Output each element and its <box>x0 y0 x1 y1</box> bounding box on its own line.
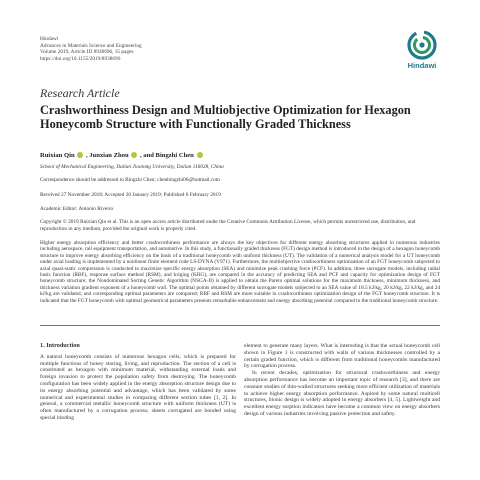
copyright-notice: Copyright © 2019 Ruixian Qin et al. This is an open access article distributed under the Creative Commons Attribution License, which permits unrestricted use, distribution, and reproduction in any medium, provided the original work is properly cited. <box>40 219 416 232</box>
academic-editor: Academic Editor: Antonio Riveiro <box>40 206 114 212</box>
intro-paragraph: element to generate many layers. What is interesting is that the actual honeycomb cell shown in Figure 1 is constructed with walls of various thicknesses controlled by a certain graded function, which is different from traditional honeycombs manufactured by corrugation process. <box>244 343 440 370</box>
orcid-icon[interactable] <box>131 152 137 158</box>
author-name[interactable]: , Junxian Zhou <box>85 152 129 159</box>
logo-text: Hindawi <box>407 61 437 70</box>
section-divider <box>40 325 440 326</box>
publisher-name: Hindawi <box>40 36 59 42</box>
hindawi-logo <box>400 30 444 70</box>
right-column <box>244 343 440 418</box>
author-name[interactable]: Ruixian Qin <box>40 152 75 159</box>
article-title: Crashworthiness Design and Multiobjective Optimization for Hexagon Honeycomb Structure with Functionally Graded Thickness <box>40 103 411 131</box>
article-dates: Received 27 November 2018; Accepted 20 January 2019; Published 6 February 2019 <box>40 192 221 198</box>
intro-paragraph: In recent decades, optimization for structural crashworthiness and energy absorption performance has become an important topic of research [3], and there are constant studies of thin-walled structures seeking more efficient utilization of materials to achieve higher energy absorption performance. Aspired by some natural multicell structures, bionic design is widely adopted in energy absorbers [4, 5]. Lightweight and excellent energy sorption indicators have become a common view on energy absorbers design of various industries involving passive protection and safety. <box>244 370 440 417</box>
section-heading: 1. Introduction <box>40 342 80 349</box>
orcid-icon[interactable] <box>77 152 83 158</box>
journal-name: Advances in Materials Science and Engineering <box>40 42 142 49</box>
author-name[interactable]: , and Bingzhi Chen <box>139 152 194 159</box>
abstract: Higher energy absorption efficiency and better crashworthiness performance are always the key objectives for different energy absorbing structures applied in numerous industries including aerospace, rail equipment transportation, and automotive. In this study, a functionally graded thickness (FGT) design method is introduced in the design of a hexagon honeycomb structure to improve energy absorbing efficiency on the basis of a traditional honeycomb with uniform thickness (UT). The validation of a numerical analysis model for a UT honeycomb under axial loading is implemented by a nonlinear finite element code LS-DYNA (V971). Furthermore, the multiobjective crashworthiness optimization of an FGT honeycomb subjected to axial quasi-static compression is conducted to maximize specific energy absorption (SEA) and minimize peak crashing force (PCF). In addition, three surrogate models, including radial basis function (RBF), response surface method (RSM), and kriging (KRG), are compared in the accuracy of predicting SEA and PCF and capacity for optimization design of FGT honeycomb structure; the Nondominated Sorting Genetic Algorithm (NSGA-II) is applied to obtain the Pareto optimal solutions for the maximum thickness, minimum thickness, and thickness variation gradient exponent of a honeycomb wall. The optimal points obtained by different surrogate models subjected to an SEA value of 18.5 kJ/kg, 20 kJ/kg, 22 kJ/kg, and 24 kJ/kg are validated, and corresponding optimal parameters are compared; RBF and RSM are more suitable in crashworthiness optimization design of the FGT honeycomb structure. It is indicated that the FGT honeycomb with optimal geometrical parameters presents remarkable enhancement and energy absorbing potential compared to the traditional honeycomb structure. <box>40 240 440 304</box>
doi-link[interactable]: https://doi.org/10.1155/2019/8938696 <box>40 55 121 62</box>
orcid-icon[interactable] <box>197 152 203 158</box>
article-type: Research Article <box>40 86 120 100</box>
author-list <box>40 152 204 159</box>
correspondence: Correspondence should be addressed to Bingzhi Chen; chenbingzhi06@hotmail.com <box>40 177 220 183</box>
hindawi-logo-icon <box>407 30 437 60</box>
left-column <box>40 343 236 422</box>
affiliation: School of Mechanical Engineering, Dalian Jiaotong University, Dalian 116028, China <box>40 164 224 170</box>
intro-paragraph: A natural honeycomb consists of numerous hexagon cells, which is prepared for multiple functions of honey storing, living, and reproduction. The section of a cell is constituted as hexagon with minimum material, withstanding external loads and foreign invasion to protect the population safety from destroying. The honeycomb configuration has been widely applied in the energy absorption structure design due to its energy absorbing potential and advantage, which has been validated by some numerical and experimental studies in comparing different section tubes [1, 2]. In general, a commercial metallic honeycomb structure with uniform thickness (UT) is often manufactured by a corrugation process; sheets corrugated are bonded using special binding <box>40 353 236 421</box>
journal-header <box>40 36 340 62</box>
volume-line: Volume 2019, Article ID 8938696, 15 pages <box>40 49 134 56</box>
